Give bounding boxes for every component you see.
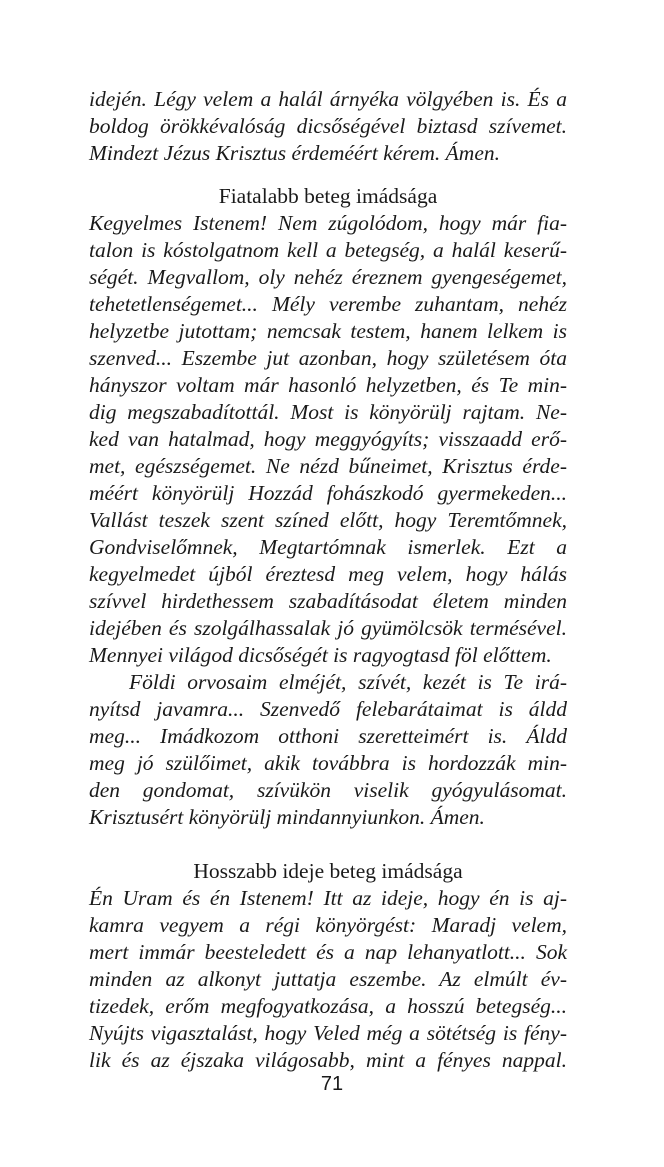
text-line: lik és az éjszaka világosabb, mint a fényes nappal. [89,1048,567,1072]
section-young-patient-prayer [89,183,567,831]
text-line: mert immár beesteledett és a nap lehanyatlott... Sok [89,940,567,964]
text-line: Nyújts vigasztalást, hogy Veled még a sötétség is fény- [89,1021,567,1045]
text-line: meg... Imádkozom otthoni szeretteimért is. Áldd [89,724,567,748]
text-line: idejében és szolgálhassalak jó gyümölcsök termésével. [89,616,567,640]
text-line: tizedek, erőm megfogyatkozása, a hosszú betegség... [89,994,567,1018]
text-line: kegyelmedet újból éreztesd meg velem, hogy hálás [89,562,567,586]
text-line: méért könyörülj Hozzád fohászkodó gyermekeden... [89,481,567,505]
intro-paragraph [89,86,567,167]
text-line: kamra vegyem a régi könyörgést: Maradj velem, [89,913,567,937]
text-line: Én Uram és én Istenem! Itt az ideje, hogy én is aj- [89,886,567,910]
text-line: meg jó szülőimet, akik továbbra is hordozzák min- [89,751,567,775]
text-line: ked van hatalmad, hogy meggyógyíts; visszaadd erő- [89,427,567,451]
section-heading: Fiatalabb beteg imádsága [218,184,438,208]
page-number: 71 [320,1073,344,1095]
text-line: ségét. Megvallom, oly nehéz éreznem gyengeségemet, [89,265,567,289]
text-line: minden az alkonyt juttatja eszembe. Az elmúlt év- [89,967,567,991]
text-line: Földi orvosaim elméjét, szívét, kezét is Te irá- [129,670,567,694]
text-line: Mindezt Jézus Krisztus érdeméért kérem. Ámen. [89,141,500,165]
text-line: Mennyei világod dicsőségét is ragyogtasd föl előttem. [89,643,552,667]
text-line: Gondviselőmnek, Megtartómnak ismerlek. Ezt a [89,535,567,559]
text-line: Kegyelmes Istenem! Nem zúgolódom, hogy már fia- [89,211,567,235]
text-line: szívvel hirdethessem szabadításodat életem minden [89,589,567,613]
section-heading: Hosszabb ideje beteg imádsága [193,859,463,883]
page-body [89,86,567,1074]
text-line: nyítsd javamra... Szenvedő felebarátaimat is áldd [89,697,567,721]
text-line: talon is kóstolgatnom kell a betegség, a halál keserű- [89,238,567,262]
text-line: met, egészségemet. Ne nézd bűneimet, Krisztus érde- [89,454,567,478]
text-line: szenved... Eszembe jut azonban, hogy születésem óta [89,346,567,370]
text-line: tehetetlenségemet... Mély verembe zuhantam, nehéz [89,292,567,316]
text-line: hányszor voltam már hasonló helyzetben, és Te min- [89,373,567,397]
text-line: Vallást teszek szent színed előtt, hogy Teremtőmnek, [89,508,567,532]
section-long-term-patient-prayer [89,858,567,1074]
text-line: Krisztusért könyörülj mindannyiunkon. Ámen. [89,805,485,829]
text-line: idején. Légy velem a halál árnyéka völgyében is. És a [89,87,567,111]
text-line: helyzetbe jutottam; nemcsak testem, hanem lelkem is [89,319,567,343]
text-line: boldog örökkévalóság dicsőségével biztasd szívemet. [89,114,567,138]
text-line: den gondomat, szívükön viselik gyógyulásomat. [89,778,567,802]
text-line: dig megszabadítottál. Most is könyörülj rajtam. Ne- [89,400,567,424]
